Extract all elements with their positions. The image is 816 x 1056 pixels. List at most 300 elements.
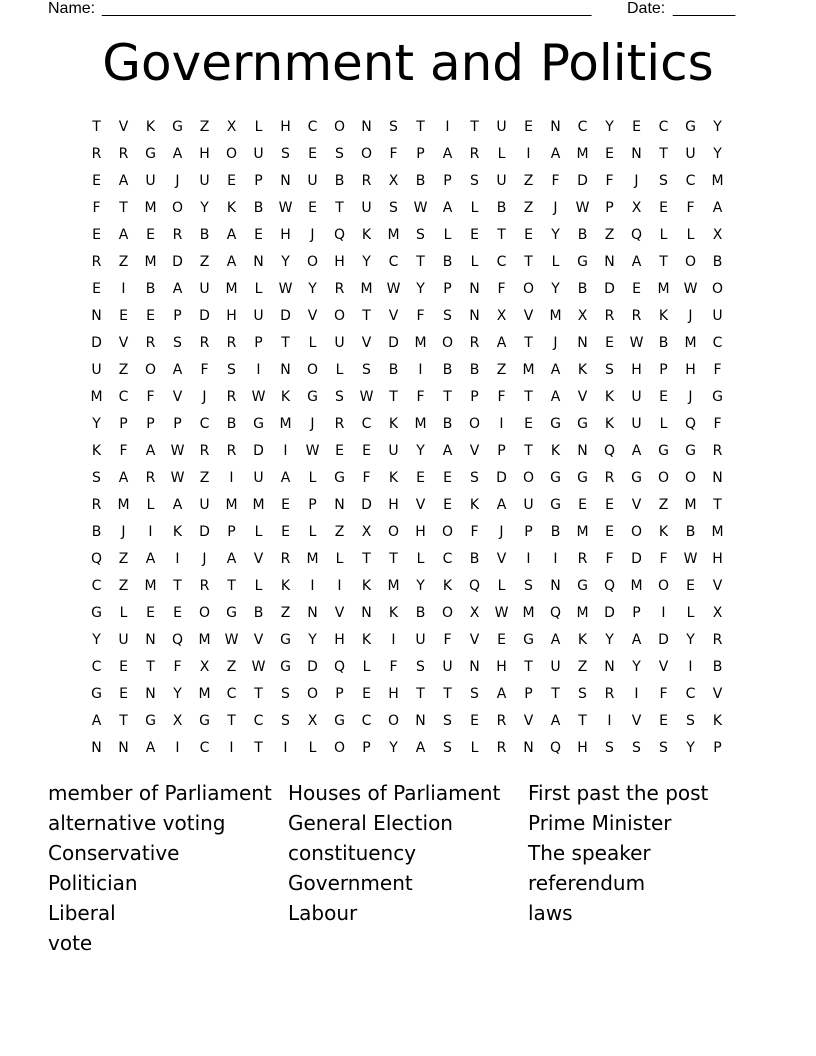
grid-letter: A [442, 146, 453, 162]
grid-letter: Y [308, 281, 317, 297]
grid-letter: T [416, 119, 425, 135]
grid-letter: I [256, 362, 261, 378]
grid-letter: B [685, 524, 696, 540]
grid-letter: H [280, 227, 291, 243]
grid-letter: D [307, 659, 318, 675]
grid-letter: T [389, 389, 398, 405]
grid-letter: P [335, 686, 344, 702]
grid-letter: T [119, 713, 128, 729]
word-bank-item: constituency [288, 841, 417, 865]
grid-letter: H [388, 686, 399, 702]
grid-letter: U [253, 308, 264, 324]
grid-letter: Z [523, 200, 534, 216]
grid-letter: G [712, 389, 723, 405]
grid-letter: T [173, 578, 182, 594]
grid-letter: R [604, 470, 615, 486]
grid-letter: H [712, 551, 723, 567]
grid-letter: D [496, 470, 507, 486]
grid-letter: H [388, 497, 399, 513]
grid-letter: I [526, 146, 531, 162]
grid-letter: I [607, 713, 612, 729]
word-bank-item: Government [288, 871, 413, 895]
grid-letter: L [254, 578, 263, 594]
grid-letter: C [118, 389, 129, 405]
grid-letter: A [415, 740, 426, 756]
grid-letter: E [497, 632, 506, 648]
grid-letter: B [226, 416, 237, 432]
grid-letter: W [575, 200, 590, 216]
grid-letter: H [631, 362, 642, 378]
grid-letter: X [361, 524, 372, 540]
grid-letter: T [389, 551, 398, 567]
grid-letter: R [604, 308, 615, 324]
grid-letter: K [280, 389, 291, 405]
grid-letter: A [280, 470, 291, 486]
grid-letter: P [605, 200, 614, 216]
grid-letter: N [604, 254, 615, 270]
grid-letter: U [550, 659, 561, 675]
word-bank-column-3 [528, 778, 768, 928]
grid-letter: E [659, 200, 668, 216]
grid-letter: A [118, 227, 129, 243]
grid-letter: Z [226, 659, 237, 675]
grid-letter: R [280, 551, 291, 567]
grid-letter: J [175, 173, 180, 189]
word-bank-item: Labour [288, 901, 358, 925]
grid-letter: E [308, 200, 317, 216]
grid-letter: F [389, 146, 398, 162]
grid-letter: W [170, 443, 185, 459]
grid-letter: S [227, 362, 236, 378]
grid-letter: A [442, 443, 453, 459]
grid-letter: Q [171, 632, 184, 648]
word-bank-item: Politician [48, 871, 138, 895]
grid-letter: E [119, 686, 128, 702]
grid-letter: K [604, 389, 615, 405]
grid-letter: L [686, 227, 695, 243]
grid-letter: K [226, 200, 237, 216]
grid-letter: T [281, 335, 290, 351]
grid-letter: H [226, 308, 237, 324]
grid-letter: K [388, 470, 399, 486]
grid-letter: Y [686, 740, 695, 756]
grid-letter: I [148, 524, 153, 540]
grid-letter: R [361, 173, 372, 189]
grid-letter: N [631, 146, 642, 162]
grid-letter: P [362, 740, 371, 756]
grid-letter: P [119, 416, 128, 432]
grid-letter: B [388, 362, 399, 378]
grid-letter: U [523, 497, 534, 513]
grid-letter: I [418, 362, 423, 378]
grid-letter: O [225, 146, 238, 162]
grid-letter: A [145, 443, 156, 459]
grid-letter: A [145, 551, 156, 567]
grid-letter: B [91, 524, 102, 540]
grid-letter: S [605, 740, 614, 756]
grid-letter: L [470, 254, 479, 270]
grid-letter: H [280, 119, 291, 135]
grid-letter: E [281, 524, 290, 540]
grid-letter: S [389, 200, 398, 216]
word-bank-item: First past the post [528, 781, 709, 805]
grid-letter: L [362, 659, 371, 675]
grid-letter: P [146, 416, 155, 432]
grid-letter: S [686, 713, 695, 729]
grid-letter: N [577, 443, 588, 459]
word-bank-item: vote [48, 931, 93, 955]
grid-letter: N [307, 605, 318, 621]
grid-letter: X [496, 308, 507, 324]
grid-letter: I [391, 632, 396, 648]
grid-letter: E [470, 227, 479, 243]
grid-letter: A [442, 200, 453, 216]
grid-letter: Y [551, 281, 560, 297]
grid-letter: F [173, 659, 182, 675]
grid-letter: Y [308, 632, 317, 648]
grid-letter: T [659, 254, 668, 270]
grid-letter: I [229, 470, 234, 486]
grid-letter: G [550, 470, 561, 486]
grid-letter: Q [549, 605, 562, 621]
word-bank-column-2 [288, 778, 528, 928]
grid-letter: Y [92, 632, 101, 648]
grid-letter: V [469, 632, 480, 648]
grid-letter: D [361, 497, 372, 513]
grid-letter: G [145, 146, 156, 162]
grid-letter: L [254, 119, 263, 135]
grid-letter: X [199, 659, 210, 675]
grid-letter: B [712, 659, 723, 675]
grid-letter: R [199, 335, 210, 351]
grid-letter: E [92, 281, 101, 297]
grid-letter: B [253, 605, 264, 621]
grid-letter: R [469, 335, 480, 351]
grid-letter: S [389, 119, 398, 135]
grid-letter: M [279, 416, 292, 432]
grid-letter: G [91, 686, 102, 702]
grid-letter: O [333, 119, 346, 135]
grid-letter: D [172, 254, 183, 270]
grid-letter: S [470, 470, 479, 486]
grid-letter: J [121, 524, 126, 540]
grid-letter: K [469, 497, 480, 513]
grid-letter: N [415, 713, 426, 729]
grid-letter: S [92, 470, 101, 486]
grid-letter: C [658, 119, 669, 135]
grid-letter: D [253, 443, 264, 459]
grid-letter: O [198, 605, 211, 621]
letter-grid [83, 114, 733, 762]
date-label: Date: [627, 0, 666, 17]
grid-letter: V [388, 308, 399, 324]
grid-letter: V [253, 632, 264, 648]
word-bank-item: Prime Minister [528, 811, 672, 835]
grid-letter: G [685, 443, 696, 459]
grid-letter: U [307, 173, 318, 189]
grid-letter: W [278, 281, 293, 297]
grid-letter: R [469, 146, 480, 162]
grid-letter: U [415, 632, 426, 648]
word-bank-column-1 [48, 778, 288, 958]
grid-letter: C [388, 254, 399, 270]
grid-letter: C [91, 659, 102, 675]
grid-letter: J [499, 524, 504, 540]
grid-letter: M [522, 605, 535, 621]
grid-letter: I [175, 551, 180, 567]
grid-letter: Z [118, 254, 129, 270]
grid-letter: K [658, 524, 669, 540]
grid-letter: V [415, 497, 426, 513]
grid-letter: Z [199, 470, 210, 486]
grid-letter: U [496, 119, 507, 135]
grid-letter: T [146, 659, 155, 675]
grid-letter: R [145, 335, 156, 351]
grid-letter: J [310, 416, 315, 432]
grid-letter: V [712, 578, 723, 594]
grid-letter: W [494, 605, 509, 621]
grid-letter: R [118, 146, 129, 162]
grid-letter: L [416, 551, 425, 567]
grid-letter: T [659, 146, 668, 162]
word-bank [48, 778, 768, 978]
grid-letter: N [91, 740, 102, 756]
grid-letter: U [91, 362, 102, 378]
grid-letter: A [145, 740, 156, 756]
grid-letter: T [551, 686, 560, 702]
grid-letter: I [310, 578, 315, 594]
grid-letter: H [577, 740, 588, 756]
grid-letter: N [118, 740, 129, 756]
word-bank-item: alternative voting [48, 811, 226, 835]
grid-letter: P [254, 173, 263, 189]
grid-letter: A [226, 551, 237, 567]
grid-letter: E [524, 416, 533, 432]
grid-letter: G [577, 416, 588, 432]
grid-letter: N [577, 335, 588, 351]
grid-letter: O [306, 362, 319, 378]
grid-letter: W [359, 389, 374, 405]
grid-letter: X [631, 200, 642, 216]
grid-letter: I [445, 119, 450, 135]
grid-letter: T [443, 686, 452, 702]
grid-letter: C [442, 551, 453, 567]
grid-letter: N [145, 686, 156, 702]
grid-letter: N [361, 119, 372, 135]
grid-letter: G [307, 389, 318, 405]
grid-letter: I [121, 281, 126, 297]
grid-letter: R [226, 335, 237, 351]
grid-letter: S [416, 659, 425, 675]
word-bank-item: referendum [528, 871, 646, 895]
grid-letter: F [713, 416, 722, 432]
grid-letter: Z [334, 524, 345, 540]
grid-letter: D [604, 605, 615, 621]
grid-letter: C [685, 173, 696, 189]
grid-letter: I [283, 443, 288, 459]
grid-letter: Y [92, 416, 101, 432]
grid-letter: F [470, 524, 479, 540]
grid-letter: M [711, 524, 724, 540]
grid-letter: X [226, 119, 237, 135]
grid-letter: I [661, 605, 666, 621]
grid-letter: E [362, 686, 371, 702]
grid-letter: I [499, 416, 504, 432]
grid-letter: E [146, 227, 155, 243]
grid-letter: B [145, 281, 156, 297]
grid-letter: F [713, 362, 722, 378]
grid-letter: M [252, 497, 265, 513]
grid-letter: X [172, 713, 183, 729]
grid-letter: O [711, 281, 724, 297]
grid-letter: S [605, 362, 614, 378]
grid-letter: A [550, 146, 561, 162]
grid-letter: S [281, 146, 290, 162]
grid-letter: M [144, 254, 157, 270]
grid-letter: Y [686, 632, 695, 648]
grid-letter: B [712, 254, 723, 270]
grid-letter: T [713, 497, 722, 513]
grid-letter: G [172, 119, 183, 135]
grid-letter: A [550, 632, 561, 648]
grid-letter: B [415, 173, 426, 189]
grid-letter: V [172, 389, 183, 405]
grid-letter: W [251, 659, 266, 675]
grid-letter: U [334, 335, 345, 351]
grid-letter: P [470, 389, 479, 405]
grid-letter: O [387, 713, 400, 729]
grid-letter: I [283, 740, 288, 756]
grid-letter: F [443, 632, 452, 648]
grid-letter: E [443, 470, 452, 486]
grid-letter: M [387, 227, 400, 243]
grid-letter: D [199, 308, 210, 324]
word-bank-item: Houses of Parliament [288, 781, 501, 805]
grid-letter: C [91, 578, 102, 594]
grid-letter: M [576, 605, 589, 621]
grid-letter: R [91, 254, 102, 270]
grid-letter: T [92, 119, 101, 135]
grid-letter: M [225, 497, 238, 513]
grid-letter: K [712, 713, 723, 729]
grid-letter: N [712, 470, 723, 486]
grid-letter: E [146, 605, 155, 621]
grid-letter: J [202, 551, 207, 567]
grid-letter: X [307, 713, 318, 729]
grid-letter: E [92, 173, 101, 189]
grid-letter: N [145, 632, 156, 648]
grid-letter: P [416, 146, 425, 162]
grid-letter: W [251, 389, 266, 405]
grid-letter: G [334, 713, 345, 729]
grid-letter: S [578, 686, 587, 702]
grid-letter: T [524, 254, 533, 270]
grid-letter: O [468, 416, 481, 432]
grid-letter: R [199, 443, 210, 459]
grid-letter: T [254, 686, 263, 702]
grid-letter: S [281, 686, 290, 702]
grid-letter: T [524, 389, 533, 405]
grid-letter: M [387, 578, 400, 594]
grid-letter: Z [118, 551, 129, 567]
grid-letter: K [91, 443, 102, 459]
grid-letter: M [576, 524, 589, 540]
grid-letter: K [550, 443, 561, 459]
grid-letter: F [551, 173, 560, 189]
grid-letter: Y [362, 254, 371, 270]
grid-letter: L [443, 227, 452, 243]
grid-letter: J [553, 335, 558, 351]
grid-letter: T [362, 551, 371, 567]
grid-letter: K [388, 605, 399, 621]
grid-letter: C [199, 416, 210, 432]
grid-letter: S [443, 308, 452, 324]
grid-letter: M [144, 578, 157, 594]
grid-letter: A [91, 713, 102, 729]
grid-letter: E [92, 227, 101, 243]
grid-letter: R [226, 443, 237, 459]
grid-letter: F [686, 200, 695, 216]
grid-letter: G [334, 470, 345, 486]
grid-letter: Q [630, 227, 643, 243]
grid-letter: Y [551, 227, 560, 243]
grid-letter: D [658, 632, 669, 648]
grid-letter: P [443, 173, 452, 189]
grid-letter: O [657, 578, 670, 594]
grid-letter: N [280, 173, 291, 189]
grid-letter: Y [713, 119, 722, 135]
grid-letter: R [172, 227, 183, 243]
grid-letter: O [522, 281, 535, 297]
grid-letter: G [280, 632, 291, 648]
grid-letter: F [497, 389, 506, 405]
grid-letter: K [172, 524, 183, 540]
date-field-line: _______ [673, 0, 736, 17]
grid-letter: F [92, 200, 101, 216]
grid-letter: Z [523, 173, 534, 189]
grid-letter: C [361, 713, 372, 729]
grid-letter: Z [118, 362, 129, 378]
grid-letter: I [634, 686, 639, 702]
grid-letter: C [577, 119, 588, 135]
grid-letter: M [414, 335, 427, 351]
word-bank-item: member of Parliament [48, 781, 272, 805]
grid-letter: T [416, 254, 425, 270]
grid-letter: S [443, 740, 452, 756]
grid-letter: A [496, 335, 507, 351]
grid-letter: E [308, 146, 317, 162]
grid-letter: E [173, 605, 182, 621]
grid-letter: O [333, 740, 346, 756]
grid-letter: R [712, 632, 723, 648]
grid-letter: E [335, 443, 344, 459]
grid-letter: H [685, 362, 696, 378]
grid-letter: K [361, 632, 372, 648]
grid-letter: O [441, 605, 454, 621]
grid-letter: J [553, 200, 558, 216]
grid-letter: M [360, 281, 373, 297]
name-field-line: _______________________________________________________ [102, 0, 592, 17]
grid-letter: B [469, 362, 480, 378]
grid-letter: Q [468, 578, 481, 594]
grid-letter: N [91, 308, 102, 324]
grid-letter: F [200, 362, 209, 378]
grid-letter: T [524, 443, 533, 459]
grid-letter: M [144, 200, 157, 216]
grid-letter: V [523, 308, 534, 324]
grid-letter: U [253, 470, 264, 486]
grid-letter: T [362, 308, 371, 324]
